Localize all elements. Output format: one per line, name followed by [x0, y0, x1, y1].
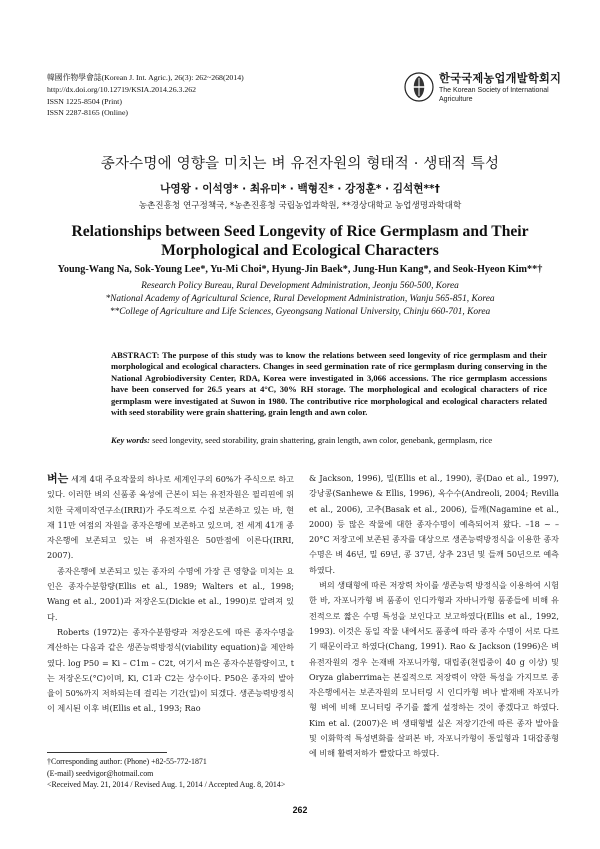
- society-logo-icon: [404, 72, 434, 102]
- affiliation-2: *National Academy of Agricultural Science, Rural Development Administration, Wanju 565-851, Korea: [105, 293, 495, 304]
- paragraph: & Jackson, 1996), 밀(Ellis et al., 1990), 콩(Dao et al., 1997), 강낭콩(Sanhewe & Ellis, 1996), 옥수수(Andreoli, 2004; Revilla et al., 2006), 고추(Basak et al., 2006), 들깨(Nagamine et al., 2000) 등 많은 작물에 대한 종자수명이 예측되어져 왔다. –18 ~ –20°C 저장고에 보존된 종자를 대상으로 생존능력방정식을 이용한 종자수명은 벼 46년, 밀 69년, 콩 37년, 상추 23년 및 들깨 50년으로 예측하였다.: [309, 473, 559, 575]
- authors-korean: 나영왕 · 이석영* · 최유미* · 백형진* · 강정훈* · 김석현**†: [160, 183, 440, 195]
- abstract: [111, 350, 547, 418]
- journal-header: [47, 72, 244, 119]
- affiliation-1: Research Policy Bureau, Rural Development Administration, Jeonju 560-500, Korea: [141, 281, 459, 291]
- footnote: [47, 756, 285, 791]
- keywords-text: seed longevity, seed storability, grain shattering, grain length, awn color, genebank, germplasm, rice: [152, 435, 493, 445]
- abstract-text: The purpose of this study was to know the relations between seed longevity of rice germplasm and their morphological and ecological characters. Changes in seed germination rate of rice germplasm during conserving in the National Agrobiodiversity Center, RDA, Korea were investigated in 3,066 accessions. The rice germplasm accessions have been conserved for 26.5 years at 4°C, 30% RH storage. The morphological and ecological characters of rice germplasm were investigated at Suwon in 1980. The contributive rice morphological and ecological characters related with seed storability were grain shattering, grain length and awn color.: [111, 350, 547, 418]
- authors-english: Young-Wang Na, Sok-Young Lee*, Yu-Mi Choi*, Hyung-Jin Baek*, Jung-Hun Kang*, and Seok-Hyeon Kim**†: [57, 264, 543, 275]
- keywords-label: Key words:: [111, 435, 150, 445]
- journal-citation: 韓國作物學會誌(Korean J. Int. Agric.), 26(3): 262~268(2014): [47, 73, 244, 82]
- affiliation-3: **College of Agriculture and Life Sciences, Gyeongsang National University, Chinju 660-701, Korea: [109, 306, 491, 317]
- corresponding-author: †Corresponding author: (Phone) +82-55-772-1871: [47, 757, 207, 766]
- affiliations-english: [20, 280, 580, 318]
- issn-online: ISSN 2287-8165 (Online): [47, 108, 128, 118]
- society-name-ko: 한국국제농업개발학회지: [439, 72, 562, 85]
- issn-print: ISSN 1225-8504 (Print): [47, 96, 122, 106]
- page-number: 262: [292, 805, 308, 815]
- society-name-en: The Korean Society of International Agriculture: [439, 87, 549, 103]
- keywords: [111, 435, 551, 446]
- society-logo: [404, 70, 564, 106]
- paragraph: [47, 471, 294, 564]
- paragraph-text: 세계 4대 주요작물의 하나로 세계인구의 60%가 주식으로 하고 있다. 이러한 벼의 신품종 육성에 근본이 되는 유전자원은 필리핀에 위치한 국제미작연구소(IRRI)가 주도적으로 수집 보존하고 있는 바, 현재 11만 여점의 자원을 종자은행에 보존하고 있으며, 전 세계 41개 종자은행에 보존되고 있는 벼 유전자원은 50만점에 이른다(IRRI, 2007).: [47, 474, 294, 561]
- email: (E-mail) seedvigor@hotmail.com: [47, 768, 154, 778]
- title-english: Relationships between Seed Longevity of Rice Germplasm and Their Morphological and Ecological Characters: [71, 223, 529, 259]
- abstract-label: ABSTRACT:: [111, 350, 160, 360]
- lead-word: 벼는: [47, 472, 69, 485]
- paragraph: 종자은행에 보존되고 있는 종자의 수명에 가장 큰 영향을 미치는 요인은 종자수분함량(Ellis et al., 1989; Walters et al., 1998; Wang et al., 2001)과 저장온도(Dickie et al., 1990)로 알려져 있다.: [47, 565, 294, 622]
- received-dates: <Received May. 21, 2014 / Revised Aug. 1, 2014 / Accepted Aug. 8, 2014>: [47, 780, 286, 790]
- affiliations-korean: 농촌진흥청 연구정책국, *농촌진흥청 국립농업과학원, **경상대학교 농업생명과학대학: [138, 201, 462, 211]
- paragraph: 벼의 생태형에 따른 저장력 차이를 생존능력 방정식을 이용하여 시험한 바, 자포니카형 벼 품종이 인디카형과 자바니카형 품종들에 비해 유전적으로 짧은 수명 특성을 보인다고 보고하였다(Ellis et al., 1992, 1993). 이것은 동일 작물 내에서도 품종에 따라 종자 수명이 서로 다르기 때문이라고 하였다(Chang, 1991). Rao & Jackson (1996)은 벼 유전자원의 경우 논재배 자포니카형, 대립종(천립중이 40 g 이상) 및 Oryza glaberrima는 본질적으로 저장력이 약한 특성을 가지므로 종자은행에서는 보존자원의 모니터링 시 인디카형 벼나 밭재배 자포니카형 벼에 비해 모니터링 주기를 짧게 설정하는 것이 좋겠다고 하였다. Kim et al. (2007)은 벼 생태형별 실온 저장기간에 따른 종자 발아율 및 이화학적 특성변화를 살펴본 바, 자포니카형이 통일형과 1대잡종형에 비해 활력저하가 빨랐다고 하였다.: [309, 580, 559, 759]
- paragraph: Roberts (1972)는 종자수분함량과 저장온도에 따른 종자수명을 계산하는 다음과 같은 생존능력방정식(viability equation)을 제안하였다. log P50 = Ki – C1m – C2t, 여기서 m은 종자수분함량이고, t는 저장온도(°C)이며, Ki, C1과 C2는 상수이다. P50은 종자의 발아율이 50%까지 저하되는데 걸리는 기간(일)이 되겠다. 생존능력방정식이 제시된 이후 벼(Ellis et al., 1993; Rao: [47, 626, 294, 714]
- footnote-divider: [47, 752, 167, 753]
- body-column-left: [47, 471, 294, 717]
- body-column-right: [309, 471, 559, 762]
- doi-link[interactable]: http://dx.doi.org/10.12719/KSIA.2014.26.3.262: [47, 84, 197, 94]
- title-korean: 종자수명에 영향을 미치는 벼 유전자원의 형태적 · 생태적 특성: [100, 156, 500, 172]
